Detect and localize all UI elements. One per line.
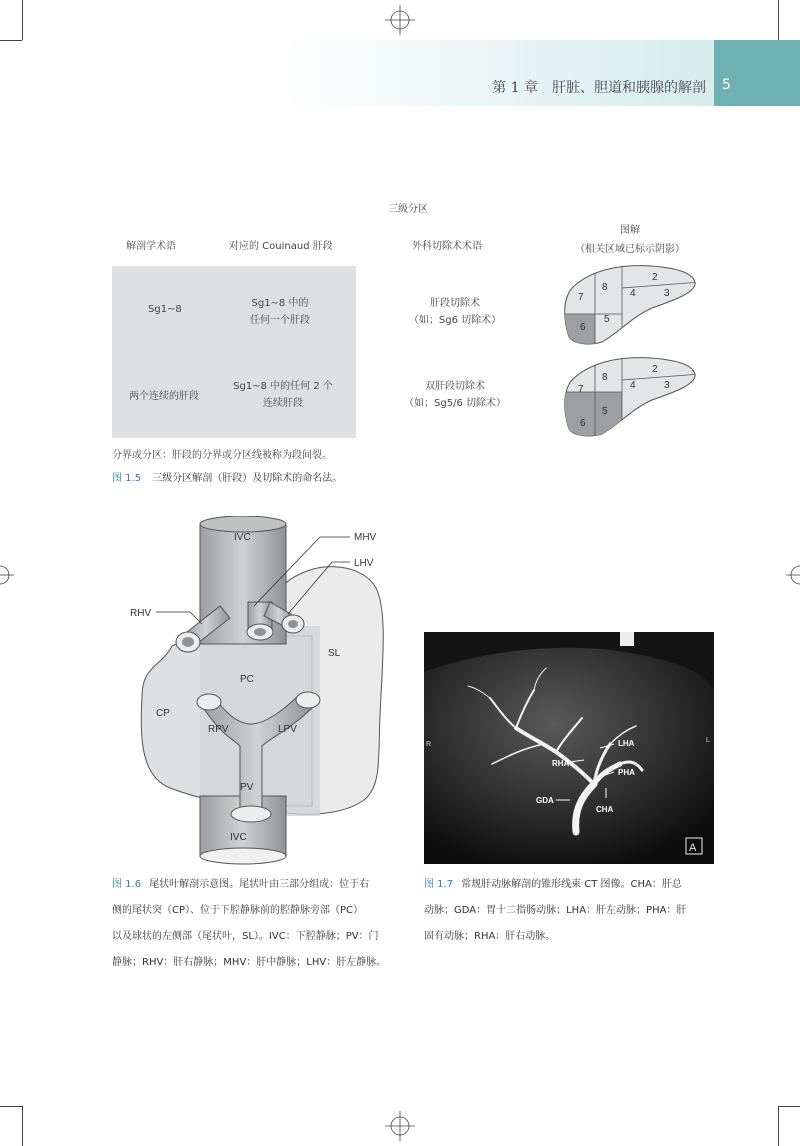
label-lha: LHA (618, 739, 635, 748)
row2-surgical: 双肝段切除术 （如；Sg5/6 切除术） (404, 381, 506, 409)
seg-7: 7 (578, 292, 584, 303)
table-section-title: 三级分区 (388, 204, 428, 215)
row1-couinaud: Sg1~8 中的 任何一个肝段 (250, 298, 310, 326)
label-rha: RHA (552, 759, 570, 768)
label-cp: CP (156, 708, 170, 719)
label-mhv: MHV (354, 532, 377, 543)
registration-mark-right (786, 560, 800, 590)
seg-2: 2 (652, 364, 658, 375)
chapter-title: 第 1 章 肝脏、胆道和胰腺的解剖 (492, 80, 706, 96)
page-number: 5 (722, 77, 731, 93)
seg-6: 6 (580, 322, 586, 333)
label-ivc-bottom: IVC (230, 832, 247, 843)
label-gda: GDA (536, 796, 554, 805)
seg-5: 5 (602, 406, 608, 417)
fig17-caption: 图 1.7 常规肝动脉解剖的锥形线束 CT 图像。CHA：肝总 动脉；GDA：胃十二指肠动脉；LHA：肝左动脉；PHA：肝 固有动脉；RHA：肝右动脉。 (424, 879, 687, 942)
seg-7: 7 (578, 384, 584, 395)
seg-4: 4 (630, 288, 636, 299)
seg-8: 8 (602, 282, 608, 293)
col-header-surgical: 外科切除术术语 (412, 241, 482, 252)
fig15-caption: 图 1.5 三级分区解剖（肝段）及切除术的命名法。 (112, 473, 343, 484)
ct-image-hepatic-artery (424, 632, 714, 864)
label-lpv: LPV (278, 724, 297, 735)
page-number-tab (714, 40, 800, 106)
seg-4: 4 (630, 380, 636, 391)
seg-3: 3 (664, 288, 670, 299)
fig17-label: 图 1.7 (424, 879, 454, 890)
fig16-caption: 图 1.6 尾状叶解剖示意图。尾状叶由三部分组成：位于右 侧的尾状突（CP）、位于下腔静脉前的腔静脉旁部（PC） 以及球状的左侧部（尾状叶，SL）。IVC：下腔静脉；PV：门 静脉；RHV：肝右静脉；MHV：肝中静脉；LHV：肝左静脉。 (112, 879, 387, 968)
registration-mark-left (0, 560, 14, 590)
col-header-diagram: 图解 （相关区域已标示阴影） (575, 225, 685, 255)
label-sl: SL (328, 648, 341, 659)
seg-3: 3 (664, 380, 670, 391)
label-l: L (706, 737, 710, 744)
table-shaded-panel (112, 266, 356, 438)
seg-6: 6 (580, 418, 586, 429)
liver-segment-diagram-1 (560, 260, 700, 350)
row1-anatomical: Sg1~8 (148, 304, 182, 315)
registration-mark-top (385, 5, 415, 35)
label-pv: PV (240, 782, 254, 793)
liver-segment-diagram-2 (560, 352, 700, 442)
caudate-lobe-illustration (112, 516, 402, 870)
row1-surgical: 肝段切除术 （如；Sg6 切除术） (408, 298, 502, 326)
label-r: R (426, 741, 432, 748)
row2-couinaud: Sg1~8 中的任何 2 个 连续肝段 (233, 381, 333, 409)
col-header-couinaud: 对应的 Couinaud 肝段 (229, 241, 333, 252)
fig16-label: 图 1.6 (112, 879, 142, 890)
col-header-anatomical: 解剖学术语 (126, 241, 176, 252)
label-ivc-top: IVC (234, 532, 251, 543)
table-footnote: 分界或分区：肝段的分界或分区线被称为段间裂。 (112, 450, 332, 461)
fig15-label: 图 1.5 (112, 473, 142, 484)
label-rpv: RPV (208, 724, 229, 735)
seg-5: 5 (604, 314, 610, 325)
label-a: A (689, 842, 697, 854)
row2-anatomical: 两个连续的肝段 (129, 391, 199, 402)
registration-mark-bottom (385, 1111, 415, 1141)
label-cha: CHA (596, 805, 614, 814)
label-pc: PC (240, 674, 254, 685)
seg-2: 2 (652, 272, 658, 283)
seg-8: 8 (602, 372, 608, 383)
label-pha: PHA (618, 768, 635, 777)
label-lhv: LHV (354, 558, 374, 569)
label-rhv: RHV (130, 608, 152, 619)
